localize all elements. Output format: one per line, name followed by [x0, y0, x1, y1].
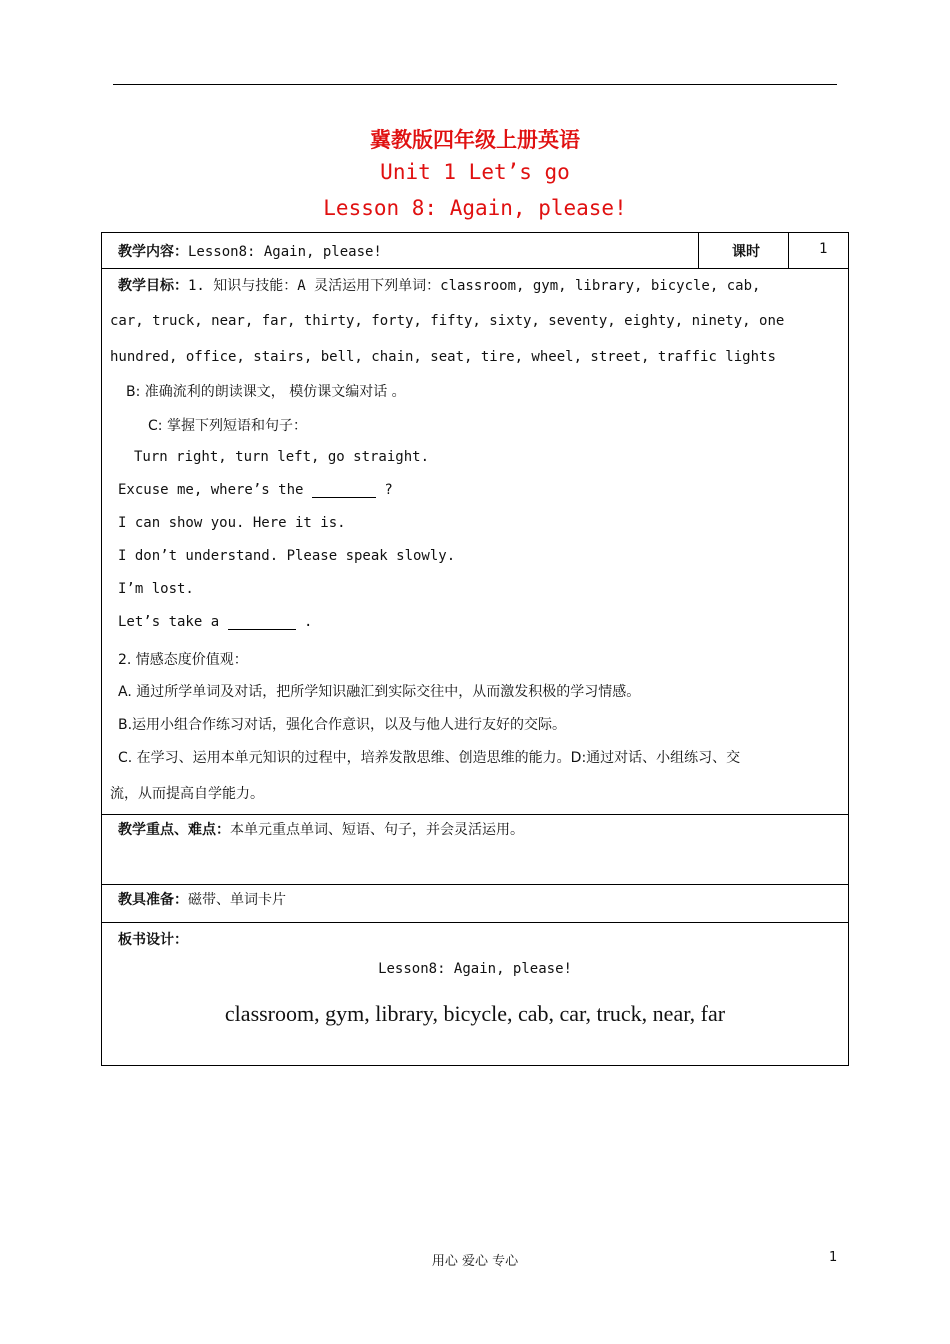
goals-line-1: 1. 知识与技能：A 灵活运用下列单词：classroom, gym, library, bicycle, cab, [188, 278, 761, 294]
page-number: 1 [829, 1250, 838, 1265]
sentence-2 [118, 482, 393, 498]
lesson-plan-table [101, 232, 849, 1066]
goals-line-3: hundred, office, stairs, bell, chain, seat, tire, wheel, street, traffic lights [110, 349, 776, 365]
fill-blank-2 [228, 615, 296, 630]
board-lesson-title: Lesson8: Again, please! [378, 961, 572, 977]
tools-value: 磁带、单词卡片 [188, 892, 286, 908]
board-label: 板书设计： [118, 932, 188, 948]
board-vocabulary: classroom, gym, library, bicycle, cab, car, truck, near, far [224, 1001, 726, 1026]
sentence-6-text: Let’s take a [118, 614, 220, 630]
unit-title: Unit 1 Let’s go [380, 160, 570, 184]
content-label: 教学内容： [118, 244, 188, 260]
goal-c: C: 掌握下列短语和句子： [148, 418, 307, 434]
row-teaching-goals [102, 269, 848, 815]
period-label: 课时 [732, 244, 760, 260]
goals-line-2: car, truck, near, far, thirty, forty, fifty, sixty, seventy, eighty, ninety, one [110, 313, 785, 329]
goal-emotion-c: C. 在学习、运用本单元知识的过程中，培养发散思维、创造思维的能力。D:通过对话、小组练习、交 [118, 750, 741, 766]
footer-motto: 用心 爱心 专心 [431, 1254, 519, 1269]
period-value: 1 [819, 241, 828, 257]
row-key-points [102, 815, 848, 885]
sentence-6 [118, 614, 312, 630]
sentence-4: I don’t understand. Please speak slowly. [118, 548, 456, 564]
content-value: Lesson8: Again, please! [188, 244, 382, 260]
lesson-title: Lesson 8: Again, please! [323, 196, 627, 220]
header-rule [113, 84, 837, 85]
tools-label: 教具准备： [118, 892, 188, 908]
row-board-design [102, 923, 848, 1065]
goal-emotion-c-cont: 流，从而提高自学能力。 [110, 786, 264, 802]
document-title: 冀教版四年级上册英语 [370, 128, 580, 152]
goal-emotion-b: B.运用小组合作练习对话，强化合作意识，以及与他人进行友好的交际。 [118, 717, 567, 733]
sentence-1: Turn right, turn left, go straight. [134, 449, 430, 465]
goals-section-2: 2. 情感态度价值观： [118, 652, 248, 668]
goal-b: B: 准确流利的朗读课文， 模仿课文编对话 。 [126, 384, 406, 400]
sentence-3: I can show you. Here it is. [118, 515, 346, 531]
goal-emotion-a: A. 通过所学单词及对话，把所学知识融汇到实际交往中，从而激发积极的学习情感。 [118, 684, 641, 700]
sentence-5: I’m lost. [118, 581, 194, 597]
sentence-6-end: . [304, 614, 313, 630]
row-teaching-content [102, 233, 848, 269]
sentence-2-text: Excuse me, where’s the [118, 482, 304, 498]
key-points-label: 教学重点、难点： [118, 822, 230, 838]
goals-label: 教学目标： [118, 278, 188, 294]
fill-blank-1 [312, 483, 376, 498]
row-teaching-tools [102, 885, 848, 923]
sentence-2-end: ? [384, 482, 393, 498]
key-points-value: 本单元重点单词、短语、句子，并会灵活运用。 [230, 822, 524, 838]
